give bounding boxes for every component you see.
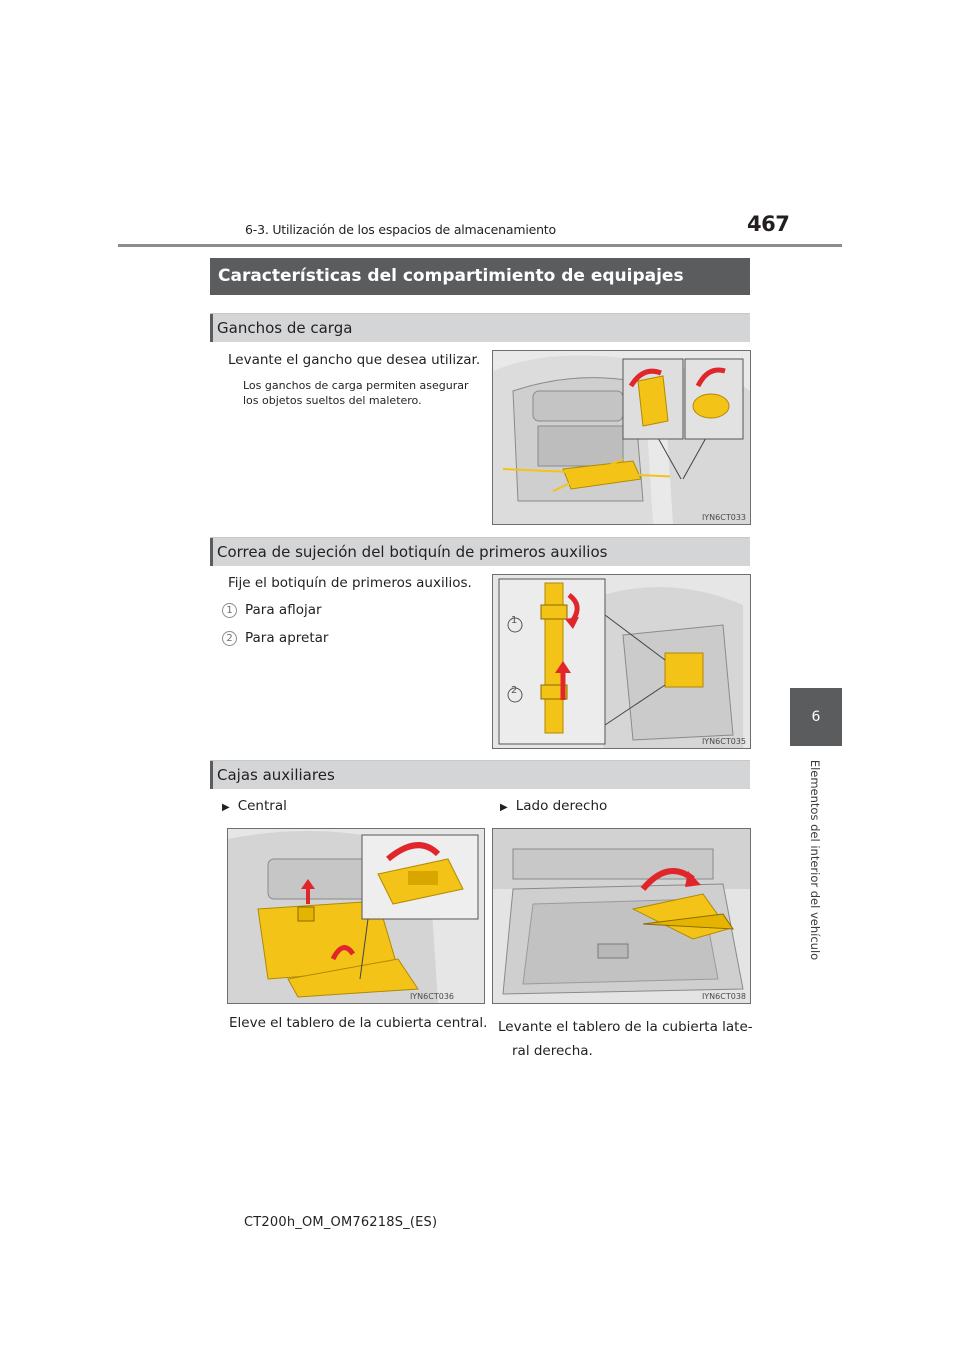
label-right-side bbox=[500, 798, 607, 814]
figure-callout-1: 1 bbox=[511, 615, 518, 626]
caption-central: Eleve el tablero de la cubierta central. bbox=[229, 1015, 488, 1031]
section-heading-aux-boxes: Cajas auxiliares bbox=[210, 760, 750, 789]
central-box-illustration bbox=[228, 829, 484, 1003]
figure-right-box bbox=[492, 828, 751, 1004]
section-heading-hooks: Ganchos de carga bbox=[210, 313, 750, 342]
right-box-illustration bbox=[493, 829, 750, 1003]
chapter-tab bbox=[790, 688, 842, 746]
figure-central-box bbox=[227, 828, 485, 1004]
chapter-title: Elementos del interior del vehículo bbox=[808, 759, 822, 961]
main-heading: Características del compartimiento de equipajes bbox=[210, 258, 750, 295]
label-central bbox=[222, 798, 287, 814]
first-aid-strap-illustration bbox=[493, 575, 750, 748]
step-text-tighten: Para apretar bbox=[245, 630, 329, 646]
figure-callout-2: 2 bbox=[511, 685, 518, 696]
triangle-bullet-icon: ▶ bbox=[500, 802, 508, 813]
hooks-note-line-1: Los ganchos de carga permiten asegurar bbox=[243, 379, 469, 392]
figure-code-central: IYN6CT036 bbox=[409, 992, 454, 1001]
document-code-footer: CT200h_OM_OM76218S_(ES) bbox=[244, 1215, 438, 1230]
hooks-note-line-2: los objetos sueltos del maletero. bbox=[243, 394, 422, 407]
figure-code-right: IYN6CT038 bbox=[701, 992, 746, 1001]
label-central-text: Central bbox=[237, 798, 287, 814]
first-aid-instruction: Fije el botiquín de primeros auxilios. bbox=[228, 575, 472, 591]
caption-right bbox=[498, 1015, 753, 1063]
cargo-hooks-illustration bbox=[493, 351, 750, 524]
figure-cargo-hooks bbox=[492, 350, 751, 525]
step-number-2: 2 bbox=[222, 631, 237, 646]
step-loosen bbox=[222, 602, 322, 618]
chapter-title-vertical bbox=[770, 760, 860, 960]
step-tighten bbox=[222, 630, 328, 646]
hooks-instruction: Levante el gancho que desea utilizar. bbox=[228, 352, 481, 368]
header-divider bbox=[118, 244, 842, 247]
caption-right-line-1: Levante el tablero de la cubierta late- bbox=[498, 1019, 753, 1035]
figure-code-first-aid: IYN6CT035 bbox=[701, 737, 746, 746]
step-text-loosen: Para aflojar bbox=[245, 602, 322, 618]
section-heading-first-aid: Correa de sujeción del botiquín de primeros auxilios bbox=[210, 537, 750, 566]
hooks-note bbox=[243, 378, 483, 408]
figure-first-aid-strap bbox=[492, 574, 751, 749]
running-header-title: 6-3. Utilización de los espacios de almacenamiento bbox=[245, 222, 556, 237]
caption-right-line-2: ral derecha. bbox=[512, 1043, 593, 1059]
label-right-side-text: Lado derecho bbox=[515, 798, 608, 814]
page-number: 467 bbox=[747, 212, 790, 236]
triangle-bullet-icon: ▶ bbox=[222, 802, 230, 813]
step-number-1: 1 bbox=[222, 603, 237, 618]
figure-code-hooks: IYN6CT033 bbox=[701, 513, 746, 522]
chapter-number: 6 bbox=[811, 709, 821, 725]
